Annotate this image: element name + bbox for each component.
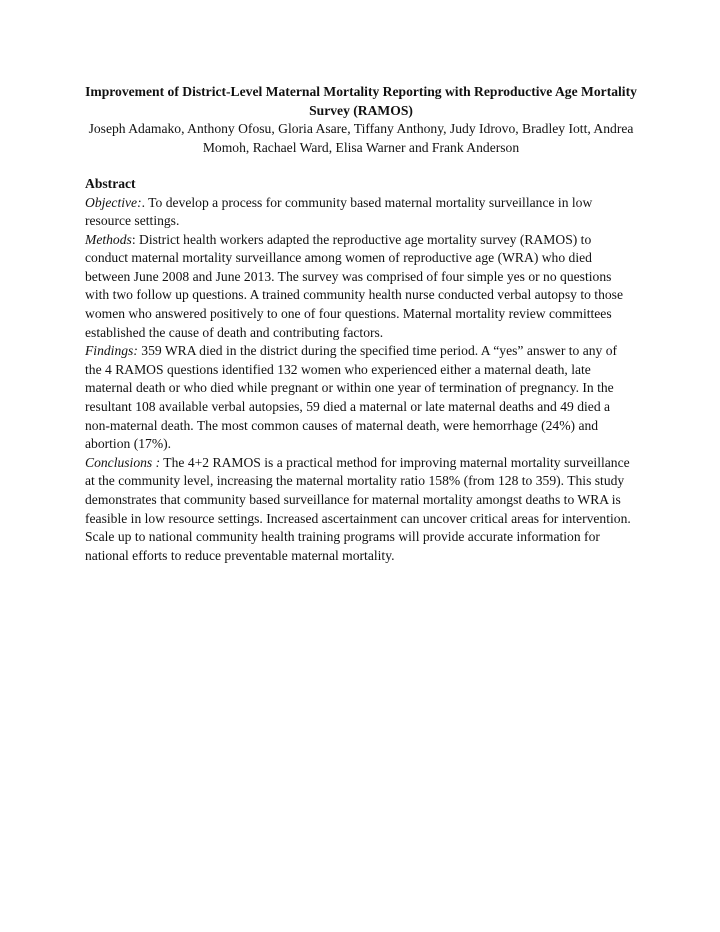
objective-text: . To develop a process for community based maternal mortality surveillance in low resource settings. xyxy=(85,194,593,229)
methods-paragraph xyxy=(85,231,637,343)
author-list: Joseph Adamako, Anthony Ofosu, Gloria Asare, Tiffany Anthony, Judy Idrovo, Bradley Iott, Andrea Momoh, Rachael Ward, Elisa Warner and Frank Anderson xyxy=(88,121,634,155)
findings-text: 359 WRA died in the district during the specified time period. A “yes” answer to any of the 4 RAMOS questions identified 132 women who experienced either a maternal death, late maternal death or who died while pregnant or within one year of termination of pregnancy. In the resultant 108 available verbal autopsies, 59 died a maternal or late maternal deaths and 49 died a non-maternal death. The most common causes of maternal death, were hemorrhage (24%) and abortion (17%). xyxy=(85,343,618,452)
methods-text: : District health workers adapted the reproductive age mortality survey (RAMOS) to conduct maternal mortality surveillance among women of reproductive age (WRA) who died between June 2008 and June 2013. The survey was comprised of four simple yes or no questions with two follow up questions. A trained community health nurse conducted verbal autopsy to those women who answered positively to one of four questions. Maternal mortality review committees established the cause of death and contributing factors. xyxy=(85,231,623,340)
paper-title: Improvement of District-Level Maternal Mortality Reporting with Reproductive Age Mortality Survey (RAMOS) xyxy=(85,84,637,118)
objective-paragraph xyxy=(85,194,637,231)
findings-label: Findings: xyxy=(85,343,138,359)
findings-paragraph xyxy=(85,342,637,454)
conclusions-text: The 4+2 RAMOS is a practical method for improving maternal mortality surveillance at the community level, increasing the maternal mortality ratio 158% (from 128 to 359). This study demonstrates that community based surveillance for maternal mortality amongst deaths to WRA is feasible in low resource settings. Increased ascertainment can uncover critical areas for intervention. Scale up to national community health training programs will provide accurate information for national efforts to reduce preventable maternal mortality. xyxy=(85,454,631,563)
abstract-heading: Abstract xyxy=(85,176,136,191)
objective-label: Objective: xyxy=(85,194,142,210)
conclusions-paragraph xyxy=(85,454,637,566)
conclusions-label: Conclusions : xyxy=(85,454,161,470)
document-page xyxy=(85,83,637,565)
methods-label: Methods xyxy=(85,231,132,247)
